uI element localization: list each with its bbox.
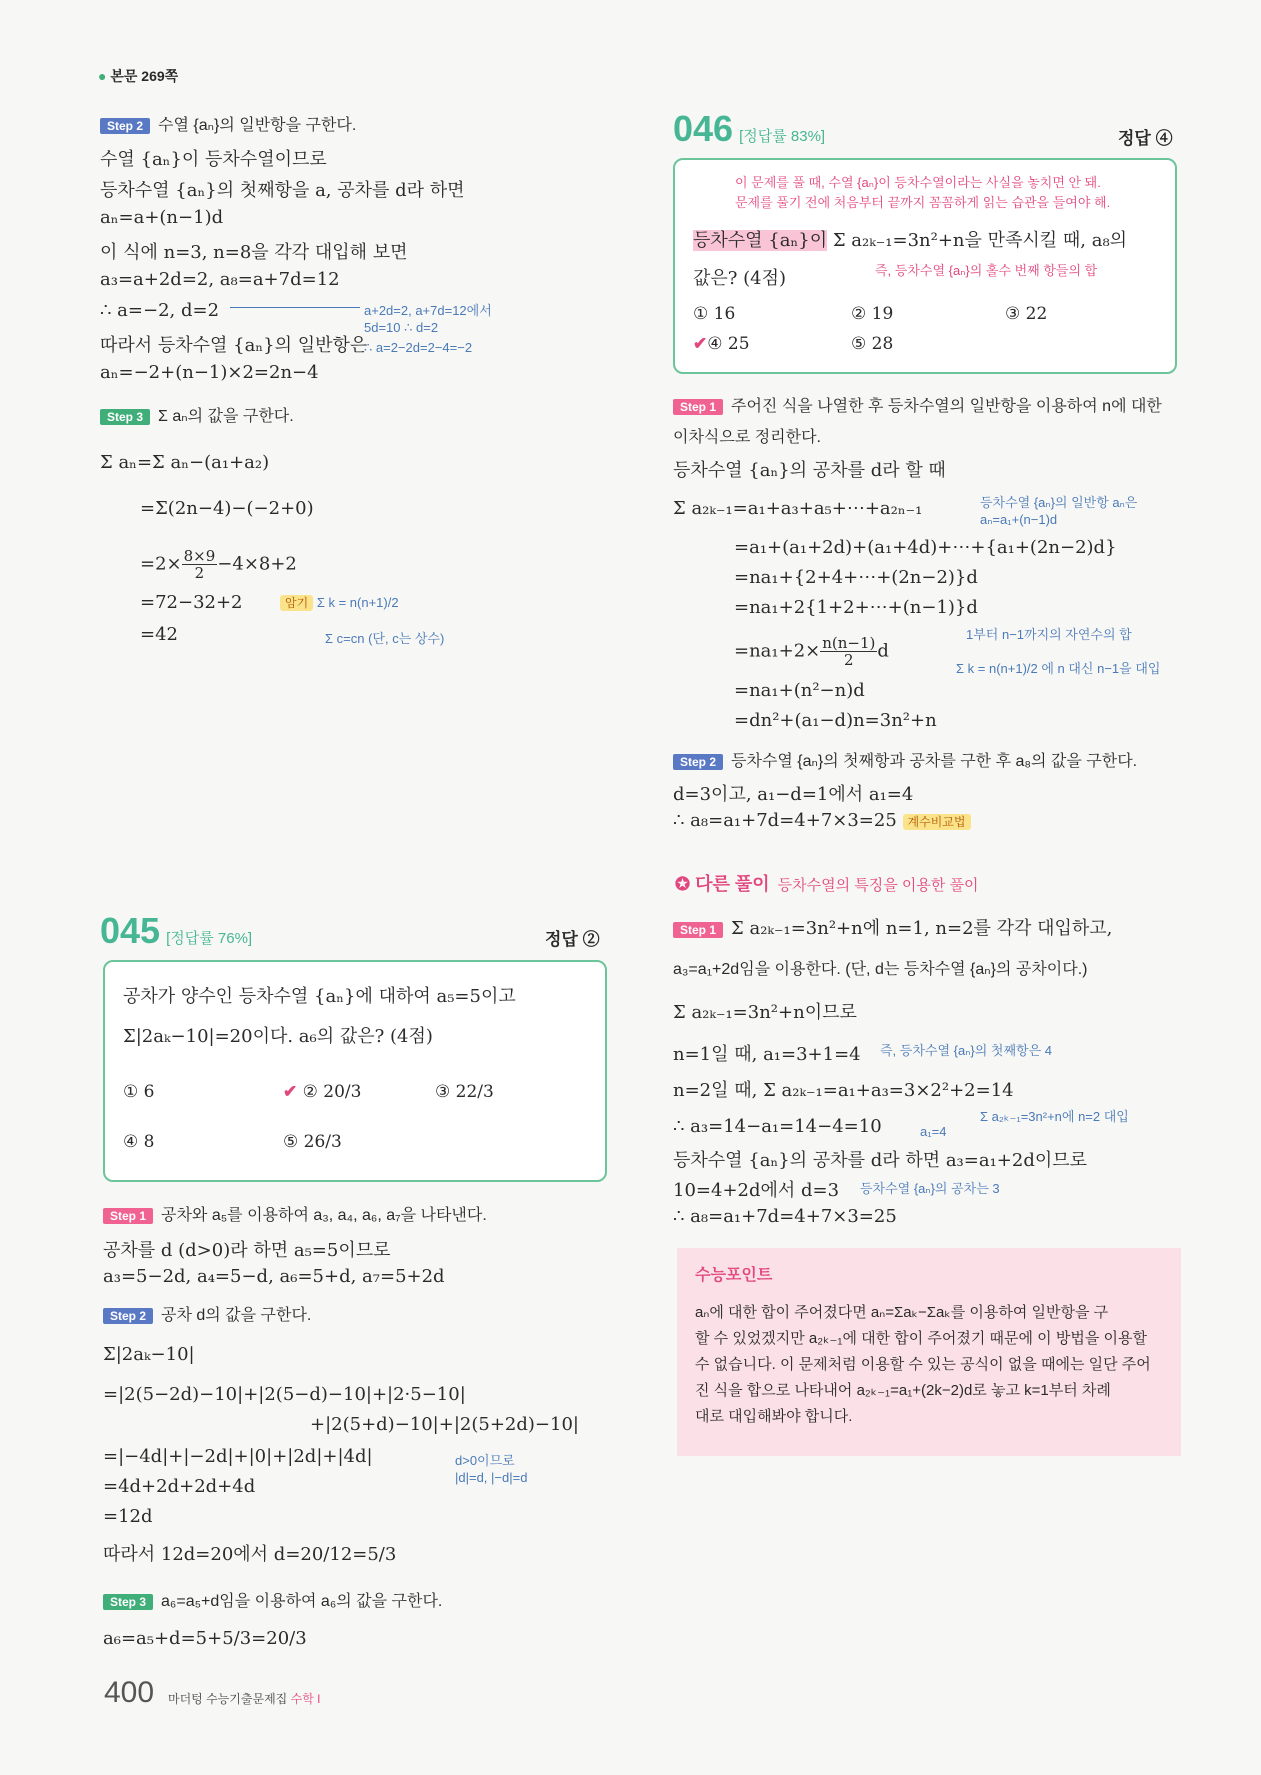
side-note: a₁=4: [920, 1124, 947, 1139]
question-line: 값은? (4점): [693, 268, 787, 289]
step1-badge: Step 1: [103, 1208, 153, 1224]
step3-title: Σ aₙ의 값을 구한다.: [158, 408, 294, 425]
fraction: $\frac{8\times 9}{2}$: [183, 547, 216, 582]
question-line: 등차수열 {aₙ}이 Σ a₂ₖ₋₁=3n²+n을 만족시킬 때, a₈의: [693, 230, 1128, 251]
formula-line: =na₁+(n²−n)d: [734, 680, 865, 701]
formula-line: =12d: [103, 1506, 153, 1527]
formula-line: ∴ a=−2, d=2: [100, 300, 220, 321]
question-line: Σ|2aₖ−10|=20이다. a₆의 값은? (4점): [123, 1026, 433, 1047]
note-connector: [230, 307, 360, 308]
side-note: 등차수열 {aₙ}의 공차는 3: [860, 1181, 1000, 1196]
star-icon: ✪: [675, 874, 691, 894]
step2-badge: Step 2: [100, 118, 150, 134]
problem-045-box: [103, 960, 607, 1182]
formula-line: 따라서 12d=20에서 d=20/12=5/3: [103, 1544, 397, 1565]
step2-badge: Step 2: [103, 1308, 153, 1324]
problem-045-number: 045 [정답률 76%]: [100, 910, 253, 951]
question-line: 공차가 양수인 등차수열 {aₙ}에 대하여 a₅=5이고: [123, 986, 516, 1007]
formula-line: =4d+2d+2d+4d: [103, 1476, 256, 1497]
formula-line: Σ a₂ₖ₋₁=3n²+n이므로: [673, 1002, 857, 1023]
memo-badge: 암기: [280, 595, 313, 611]
formula-line: =|−4d|+|−2d|+|0|+|2d|+|4d|: [103, 1446, 373, 1467]
alt-solution-title: ✪ 다른 풀이 등차수열의 특징을 이용한 풀이: [675, 874, 979, 894]
p045-step3-header: [103, 1588, 442, 1611]
tip-title: 수능포인트: [695, 1267, 773, 1284]
text-line: 공차를 d (d>0)라 하면 a₅=5이므로: [103, 1240, 391, 1261]
warning-note: 이 문제를 풀 때, 수열 {aₙ}이 등차수열이라는 사실을 놓치면 안 돼.: [735, 175, 1101, 190]
problem-046-answer: 정답 ④: [1118, 129, 1173, 148]
formula-line: =72−32+2: [140, 592, 243, 613]
option-5: ⑤ 28: [851, 334, 894, 354]
tip-box: [677, 1248, 1181, 1456]
step3-badge: Step 3: [103, 1594, 153, 1610]
alt-step1-line: Step 1 Σ a₂ₖ₋₁=3n²+n에 n=1, n=2를 각각 대입하고,: [673, 914, 1112, 940]
option-1: ① 16: [693, 304, 736, 324]
problem-045-answer: 정답 ②: [545, 930, 600, 949]
formula-line: =na₁+{2+4+⋯+(2n−2)}d: [734, 567, 978, 588]
text-line: a₃=a₁+2d임을 이용한다. (단, d는 등차수열 {aₙ}의 공차이다.): [673, 961, 1088, 978]
check-icon: ✔: [693, 334, 708, 354]
memo-note: 암기 Σ k = n(n+1)/2: [280, 594, 399, 611]
formula-line: Σ|2aₖ−10|: [103, 1344, 195, 1365]
text-line: 이 식에 n=3, n=8을 각각 대입해 보면: [100, 242, 408, 263]
formula-line: n=2일 때, Σ a₂ₖ₋₁=a₁+a₃=3×2²+2=14: [673, 1080, 1014, 1101]
tip-text: aₙ에 대한 합이 주어졌다면 aₙ=Σaₖ−Σaₖ를 이용하여 일반항을 구 할 수 있었겠지만 a₂ₖ₋₁에 대한 합이 주어졌기 때문에 이 방법을 이용할 수 없습니다. 이 문제처럼 이용할 수 있는 공식이 없을 때에는 일단 주어 진 식을 합으로 나타내어 a₂ₖ₋₁=a₁+(2k−2)d로 놓고 k=1부터 차례 대로 대입해봐야 합니다.: [695, 1304, 1151, 1425]
method-badge: 계수비교법: [903, 814, 971, 830]
option-4: ✔④ 25: [693, 334, 750, 354]
left-step3-header: [100, 403, 294, 426]
book-title: 마더텅 수능기출문제집 수학 I: [168, 1692, 321, 1706]
formula-line: Σ a₂ₖ₋₁=a₁+a₃+a₅+⋯+a₂ₙ₋₁: [673, 498, 923, 519]
side-note: 1부터 n−1까지의 자연수의 합: [966, 627, 1132, 642]
formula-line: ∴ a₃=14−a₁=14−4=10: [673, 1116, 882, 1137]
formula-line: ∴ a₈=a₁+7d=4+7×3=25: [673, 1206, 897, 1227]
formula-line: =Σ(2n−4)−(−2+0): [140, 498, 314, 519]
formula-line: 등차수열 {aₙ}의 공차를 d라 하면 a₃=a₁+2d이므로: [673, 1150, 1088, 1171]
p045-step1-header: [103, 1202, 487, 1225]
p045-step2-header: [103, 1302, 311, 1325]
formula-line: aₙ=−2+(n−1)×2=2n−4: [100, 362, 319, 383]
step1-title: 주어진 식을 나열한 후 등차수열의 일반항을 이용하여 n에 대한: [731, 398, 1162, 415]
text-line: 수열 {aₙ}이 등차수열이므로: [100, 149, 327, 170]
highlight: 등차수열 {aₙ}이: [693, 230, 828, 251]
p046-step1-header: [673, 393, 1162, 416]
step1-title-cont: 이차식으로 정리한다.: [673, 429, 821, 446]
formula-line: aₙ=a+(n−1)d: [100, 207, 224, 228]
side-note: ∴ a=2−2d=2−4=−2: [364, 340, 473, 355]
side-note: 등차수열 {aₙ}의 일반항 aₙ은: [980, 495, 1138, 510]
formula-line: d=3이고, a₁−d=1에서 a₁=4: [673, 784, 914, 805]
question-note: 즉, 등차수열 {aₙ}의 홀수 번째 항들의 합: [875, 263, 1098, 278]
formula-line: =2× $\frac{8\times 9}{2}$ −4×8+2: [140, 547, 297, 582]
formula-line: =42: [140, 624, 178, 645]
formula-line: =a₁+(a₁+2d)+(a₁+4d)+⋯+{a₁+(2n−2)d}: [734, 537, 1117, 558]
step3-badge: Step 3: [100, 409, 150, 425]
page-number: 400: [104, 1676, 155, 1709]
formula-line: ∴ a₈=a₁+7d=4+7×3=25 계수비교법: [673, 810, 971, 831]
option-3: ③ 22/3: [435, 1082, 494, 1102]
problem-046-box: [673, 158, 1177, 374]
formula-line: a₃=5−2d, a₄=5−d, a₆=5+d, a₇=5+2d: [103, 1266, 445, 1287]
side-note: 5d=10 ∴ d=2: [364, 320, 439, 335]
side-note: aₙ=a₁+(n−1)d: [980, 512, 1058, 527]
fraction: $\frac{n(n-1)}{2}$: [822, 634, 876, 669]
text-line: 등차수열 {aₙ}의 첫째항을 a, 공차를 d라 하면: [100, 180, 465, 201]
option-5: ⑤ 26/3: [283, 1132, 342, 1152]
side-note: |d|=d, |−d|=d: [455, 1470, 528, 1485]
formula-line: =dn²+(a₁−d)n=3n²+n: [734, 710, 937, 731]
side-note: a+2d=2, a+7d=12에서: [364, 303, 492, 318]
side-note: Σ a₂ₖ₋₁=3n²+n에 n=2 대입: [980, 1109, 1129, 1124]
formula-line: +|2(5+d)−10|+|2(5+2d)−10|: [310, 1414, 579, 1435]
option-4: ④ 8: [123, 1132, 155, 1152]
step2-title: 등차수열 {aₙ}의 첫째항과 공차를 구한 후 a₈의 값을 구한다.: [731, 753, 1138, 770]
step2-title: 수열 {aₙ}의 일반항을 구한다.: [158, 117, 357, 134]
problem-046-number: 046 [정답률 83%]: [673, 108, 826, 149]
step3-title: a₆=a₅+d임을 이용하여 a₆의 값을 구한다.: [161, 1593, 443, 1610]
side-note: d>0이므로: [455, 1453, 515, 1468]
p046-step2-header: [673, 748, 1137, 771]
formula-line: =|2(5−2d)−10|+|2(5−d)−10|+|2·5−10|: [103, 1384, 466, 1405]
formula-line: =na₁+2× $\frac{n(n-1)}{2}$ d: [734, 634, 889, 669]
step1-title: 공차와 a₅를 이용하여 a₃, a₄, a₆, a₇을 나타낸다.: [161, 1207, 487, 1224]
formula-line: a₃=a+2d=2, a₈=a+7d=12: [100, 269, 340, 290]
option-2: ✔ ② 20/3: [283, 1082, 362, 1102]
text-line: 따라서 등차수열 {aₙ}의 일반항은: [100, 335, 368, 356]
side-note: Σ k = n(n+1)/2 에 n 대신 n−1을 대입: [956, 661, 1161, 676]
text-line: 등차수열 {aₙ}의 공차를 d라 할 때: [673, 460, 946, 481]
memo-note: Σ c=cn (단, c는 상수): [325, 631, 445, 646]
formula-line: =na₁+2{1+2+⋯+(n−1)}d: [734, 597, 978, 618]
option-3: ③ 22: [1005, 304, 1048, 324]
chapter-reference: ● 본문 269쪽: [98, 68, 179, 84]
formula-line: a₆=a₅+d=5+5/3=20/3: [103, 1628, 307, 1649]
option-2: ② 19: [851, 304, 894, 324]
check-icon: ✔: [283, 1082, 298, 1102]
formula-line: Σ aₙ=Σ aₙ−(a₁+a₂): [100, 452, 270, 473]
warning-note: 문제를 풀기 전에 처음부터 끝까지 꼼꼼하게 읽는 습관을 들여야 해.: [735, 195, 1111, 210]
step1-badge: Step 1: [673, 399, 723, 415]
step2-badge: Step 2: [673, 754, 723, 770]
side-note: 즉, 등차수열 {aₙ}의 첫째항은 4: [880, 1043, 1052, 1058]
option-1: ① 6: [123, 1082, 155, 1102]
step2-title: 공차 d의 값을 구한다.: [161, 1307, 312, 1324]
step1-badge: Step 1: [673, 922, 723, 938]
left-step2-header: [100, 112, 356, 135]
formula-line: n=1일 때, a₁=3+1=4: [673, 1044, 861, 1065]
formula-line: 10=4+2d에서 d=3: [673, 1180, 840, 1201]
